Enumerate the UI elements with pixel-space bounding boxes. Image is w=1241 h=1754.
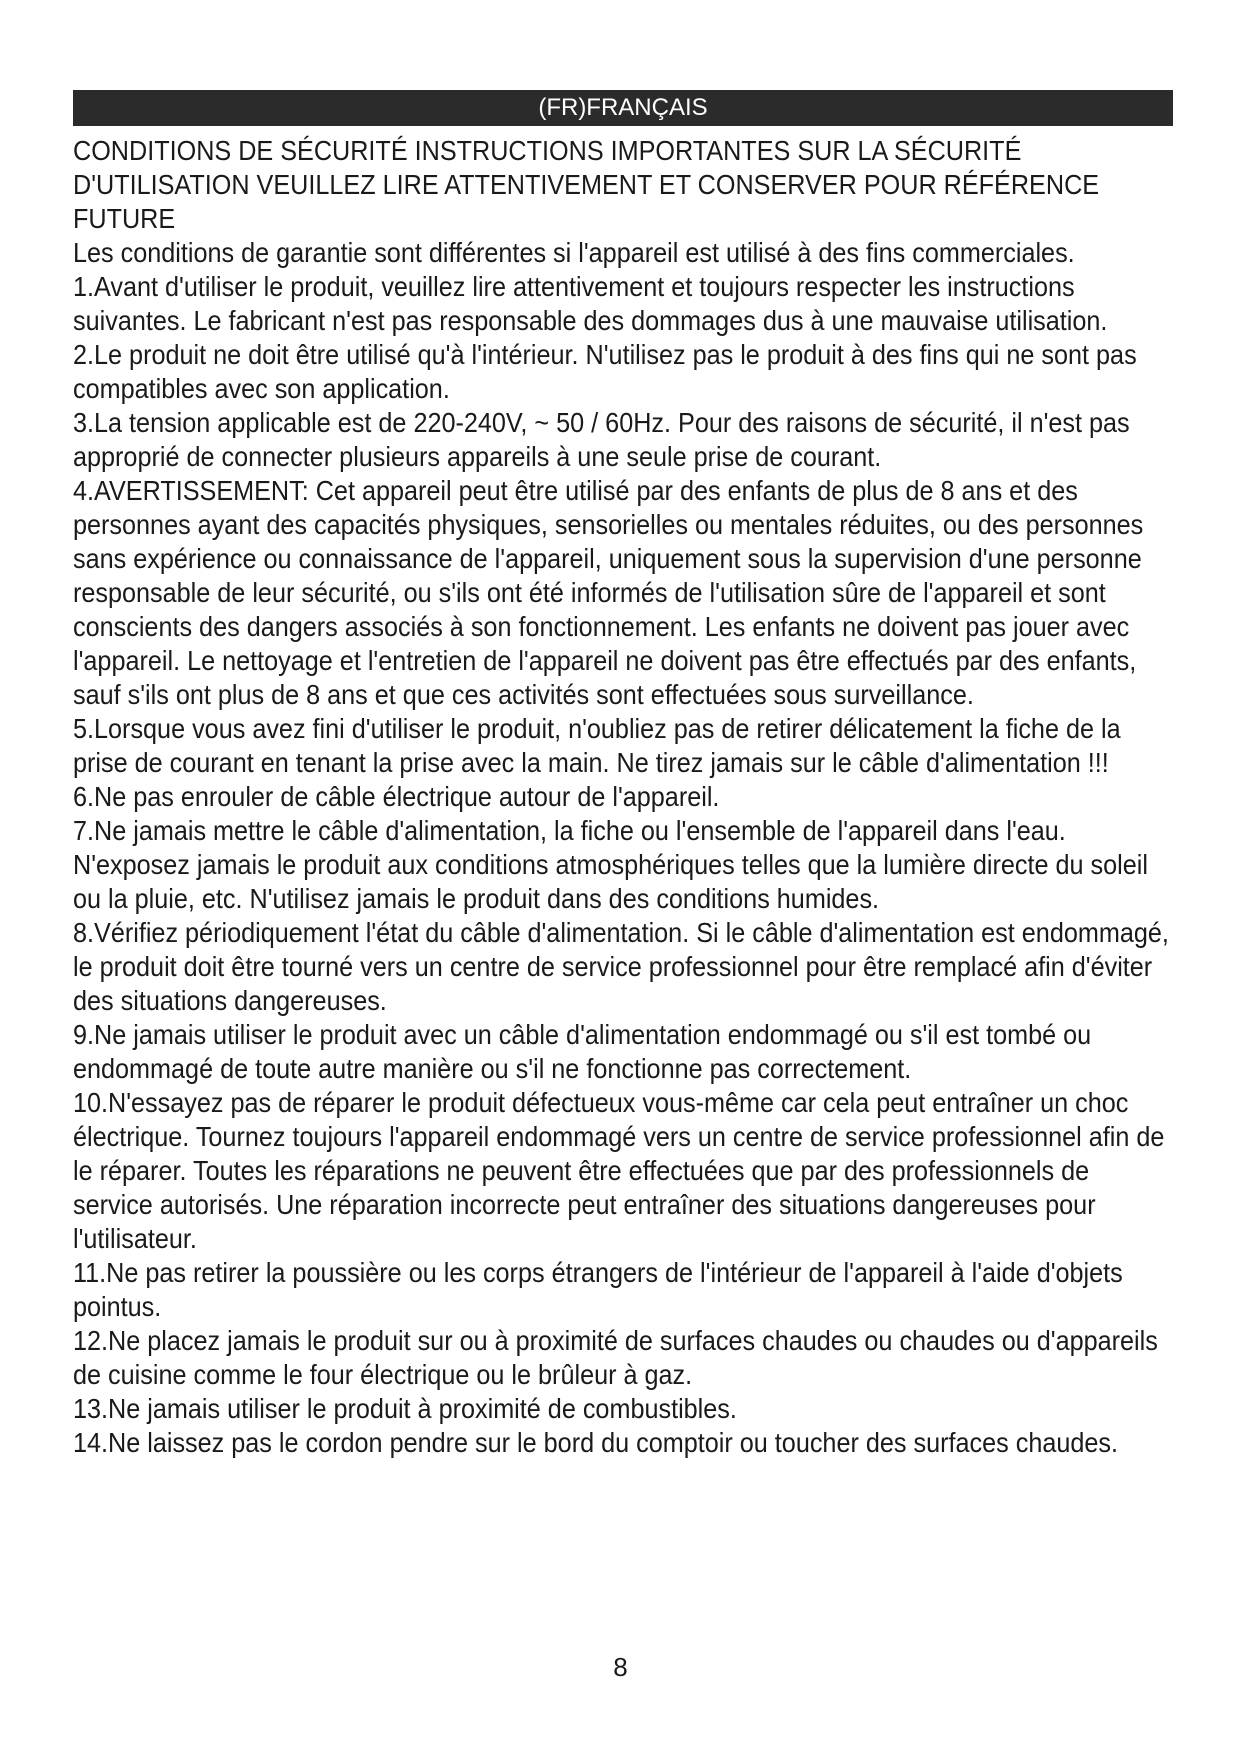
- instruction-item-1: 1.Avant d'utiliser le produit, veuillez lire attentivement et toujours respecter les instructions suivantes. Le fabricant n'est pas responsable des dommages dus à une mauvaise utilisation.: [73, 271, 1108, 336]
- instruction-item-13: 13.Ne jamais utiliser le produit à proximité de combustibles.: [73, 1393, 737, 1424]
- page-number: 8: [613, 1652, 628, 1682]
- warranty-intro: Les conditions de garantie sont différentes si l'appareil est utilisé à des fins commerciales.: [73, 237, 1075, 268]
- instruction-item-11: 11.Ne pas retirer la poussière ou les corps étrangers de l'intérieur de l'appareil à l'aide d'objets pointus.: [73, 1257, 1123, 1322]
- instruction-item-9: 9.Ne jamais utiliser le produit avec un câble d'alimentation endommagé ou s'il est tombé ou endommagé de toute autre manière ou s'il ne fonctionne pas correctement.: [73, 1019, 1092, 1084]
- language-header-bar: (FR)FRANÇAIS: [73, 90, 1173, 126]
- instruction-item-12: 12.Ne placez jamais le produit sur ou à proximité de surfaces chaudes ou chaudes ou d'appareils de cuisine comme le four électrique ou le brûleur à gaz.: [73, 1325, 1158, 1390]
- instruction-item-8: 8.Vérifiez périodiquement l'état du câble d'alimentation. Si le câble d'alimentation est endommagé, le produit doit être tourné vers un centre de service professionnel pour être remplacé afin d'éviter des situations dangereuses.: [73, 917, 1169, 1016]
- instruction-item-5: 5.Lorsque vous avez fini d'utiliser le produit, n'oubliez pas de retirer délicatement la fiche de la prise de courant en tenant la prise avec la main. Ne tirez jamais sur le câble d'alimentation !!!: [73, 713, 1121, 778]
- instruction-item-10: 10.N'essayez pas de réparer le produit défectueux vous-même car cela peut entraîner un choc électrique. Tournez toujours l'appareil endommagé vers un centre de service professionnel afin de le réparer. Toutes les réparations ne peuvent être effectuées que par des professionnels de service autorisés. Une réparation incorrecte peut entraîner des situations dangereuses pour l'utilisateur.: [73, 1087, 1165, 1254]
- instruction-item-6: 6.Ne pas enrouler de câble électrique autour de l'appareil.: [73, 781, 720, 812]
- document-title: CONDITIONS DE SÉCURITÉ INSTRUCTIONS IMPORTANTES SUR LA SÉCURITÉ D'UTILISATION VEUILLEZ LIRE ATTENTIVEMENT ET CONSERVER POUR RÉFÉRENCE FUTURE: [73, 135, 1100, 234]
- instruction-item-4: 4.AVERTISSEMENT: Cet appareil peut être utilisé par des enfants de plus de 8 ans et des personnes ayant des capacités physiques, sensorielles ou mentales réduites, ou des personnes sans expérience ou connaissance de l'appareil, uniquement sous la supervision d'une personne responsable de leur sécurité, ou s'ils ont été informés de l'utilisation sûre de l'appareil et sont conscients des dangers associés à son fonctionnement. Les enfants ne doivent pas jouer avec l'appareil. Le nettoyage et l'entretien de l'appareil ne doivent pas être effectués par des enfants, sauf s'ils ont plus de 8 ans et que ces activités sont effectuées sous surveillance.: [73, 475, 1144, 710]
- instruction-item-3: 3.La tension applicable est de 220-240V, ~ 50 / 60Hz. Pour des raisons de sécurité, il n'est pas approprié de connecter plusieurs appareils à une seule prise de courant.: [73, 407, 1130, 472]
- instruction-item-2: 2.Le produit ne doit être utilisé qu'à l'intérieur. N'utilisez pas le produit à des fins qui ne sont pas compatibles avec son application.: [73, 339, 1137, 404]
- instruction-item-7: 7.Ne jamais mettre le câble d'alimentation, la fiche ou l'ensemble de l'appareil dans l'eau. N'exposez jamais le produit aux conditions atmosphériques telles que la lumière directe du soleil ou la pluie, etc. N'utilisez jamais le produit dans des conditions humides.: [73, 815, 1148, 914]
- document-content: [73, 134, 1173, 1460]
- document-page: [73, 90, 1173, 1460]
- instruction-item-14: 14.Ne laissez pas le cordon pendre sur le bord du comptoir ou toucher des surfaces chaudes.: [73, 1427, 1119, 1458]
